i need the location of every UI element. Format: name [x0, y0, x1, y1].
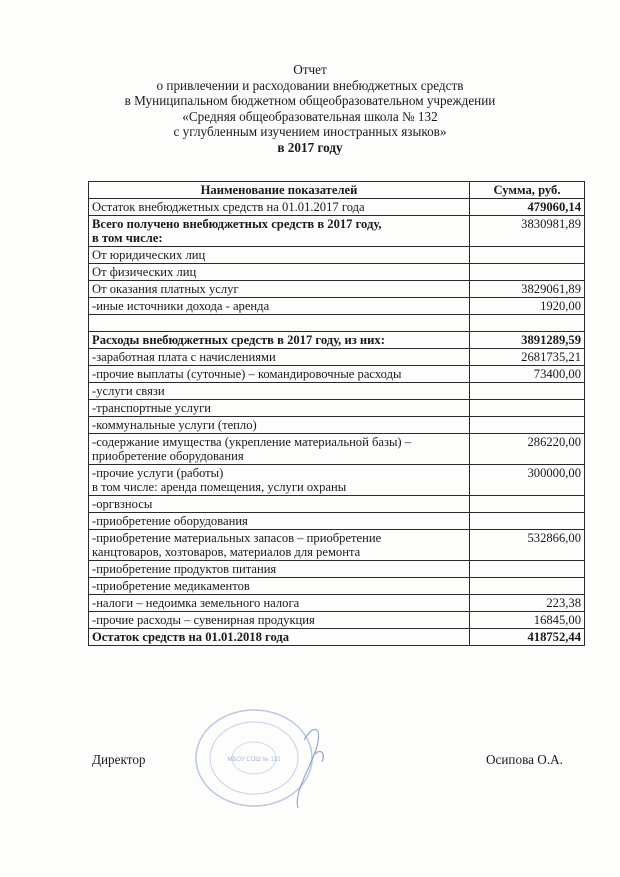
table-row [89, 298, 585, 315]
row-sum [470, 578, 585, 595]
table-row [89, 595, 585, 612]
table-row-empty [89, 315, 585, 332]
row-name: -приобретение продуктов питания [89, 561, 470, 578]
row-sum [470, 400, 585, 417]
table-row [89, 247, 585, 264]
report-table [88, 181, 585, 646]
row-name: -иные источники дохода - аренда [89, 298, 470, 315]
table-row [89, 216, 585, 247]
row-name: От юридических лиц [89, 247, 470, 264]
table-row [89, 513, 585, 530]
row-name: -транспортные услуги [89, 400, 470, 417]
table-row [89, 434, 585, 465]
row-name: -заработная плата с начислениями [89, 349, 470, 366]
report-subtitle-line: с углубленным изучением иностранных языков» [173, 124, 447, 140]
column-header-sum: Сумма, руб. [470, 182, 585, 199]
row-sum [470, 513, 585, 530]
table-row [89, 612, 585, 629]
row-name: -налоги – недоимка земельного налога [89, 595, 470, 612]
table-row [89, 530, 585, 561]
signature-position: Директор [92, 752, 146, 767]
row-sum: 223,38 [470, 595, 585, 612]
report-subtitle-line: «Средняя общеобразовательная школа № 132 [182, 108, 438, 124]
table-row [89, 383, 585, 400]
row-sum [470, 264, 585, 281]
table-row [89, 281, 585, 298]
row-sum [470, 561, 585, 578]
row-name: От оказания платных услуг [89, 281, 470, 298]
row-name: -коммунальные услуги (тепло) [89, 417, 470, 434]
table-row [89, 496, 585, 513]
row-name: -приобретение медикаментов [89, 578, 470, 595]
row-sum [470, 417, 585, 434]
row-sum: 532866,00 [470, 530, 585, 561]
row-name: От физических лиц [89, 264, 470, 281]
row-sum: 16845,00 [470, 612, 585, 629]
row-name [89, 315, 470, 332]
report-subtitle-line: о привлечении и расходовании внебюджетных средств [156, 77, 464, 93]
row-sum [470, 247, 585, 264]
row-sum: 418752,44 [470, 629, 585, 646]
row-sum [470, 496, 585, 513]
report-header [0, 62, 620, 156]
row-name: -прочие расходы – сувенирная продукция [89, 612, 470, 629]
stamp-text: МБОУ СОШ № 132 [227, 757, 281, 763]
table-row [89, 366, 585, 383]
table-row [89, 264, 585, 281]
table-row [89, 578, 585, 595]
row-sum [470, 383, 585, 400]
row-sum [470, 315, 585, 332]
row-sum: 1920,00 [470, 298, 585, 315]
row-sum: 3891289,59 [470, 332, 585, 349]
row-name: -оргвзносы [89, 496, 470, 513]
table-row [89, 400, 585, 417]
table-row [89, 199, 585, 216]
row-sum: 479060,14 [470, 199, 585, 216]
row-name: Остаток средств на 01.01.2018 года [89, 629, 470, 646]
row-name: Остаток внебюджетных средств на 01.01.2017 года [89, 199, 470, 216]
row-name: -приобретение материальных запасов – приобретение канцтоваров, хозтоваров, материалов для ремонта [89, 530, 470, 561]
row-sum: 286220,00 [470, 434, 585, 465]
row-name: Расходы внебюджетных средств в 2017 году, из них: [89, 332, 470, 349]
report-title: Отчет [293, 62, 327, 77]
table-row [89, 629, 585, 646]
report-subtitle-line: в Муниципальном бюджетном общеобразовательном учреждении [124, 93, 496, 109]
row-name: -приобретение оборудования [89, 513, 470, 530]
signature-name: Осипова О.А. [486, 752, 563, 767]
table-row [89, 417, 585, 434]
row-name: -прочие услуги (работы) в том числе: аренда помещения, услуги охраны [89, 465, 470, 496]
stamp-seal [186, 700, 336, 810]
table-row [89, 349, 585, 366]
table-row [89, 561, 585, 578]
table-row [89, 332, 585, 349]
row-name: -содержание имущества (укрепление материальной базы) – приобретение оборудования [89, 434, 470, 465]
row-sum: 300000,00 [470, 465, 585, 496]
row-name: Всего получено внебюджетных средств в 2017 году, в том числе: [89, 216, 470, 247]
row-sum: 3829061,89 [470, 281, 585, 298]
row-sum: 73400,00 [470, 366, 585, 383]
row-name: -услуги связи [89, 383, 470, 400]
row-sum: 3830981,89 [470, 216, 585, 247]
row-sum: 2681735,21 [470, 349, 585, 366]
report-year: в 2017 году [277, 139, 343, 155]
row-name: -прочие выплаты (суточные) – командировочные расходы [89, 366, 470, 383]
table-row [89, 465, 585, 496]
column-header-name: Наименование показателей [89, 182, 470, 199]
table-header-row [89, 182, 585, 199]
